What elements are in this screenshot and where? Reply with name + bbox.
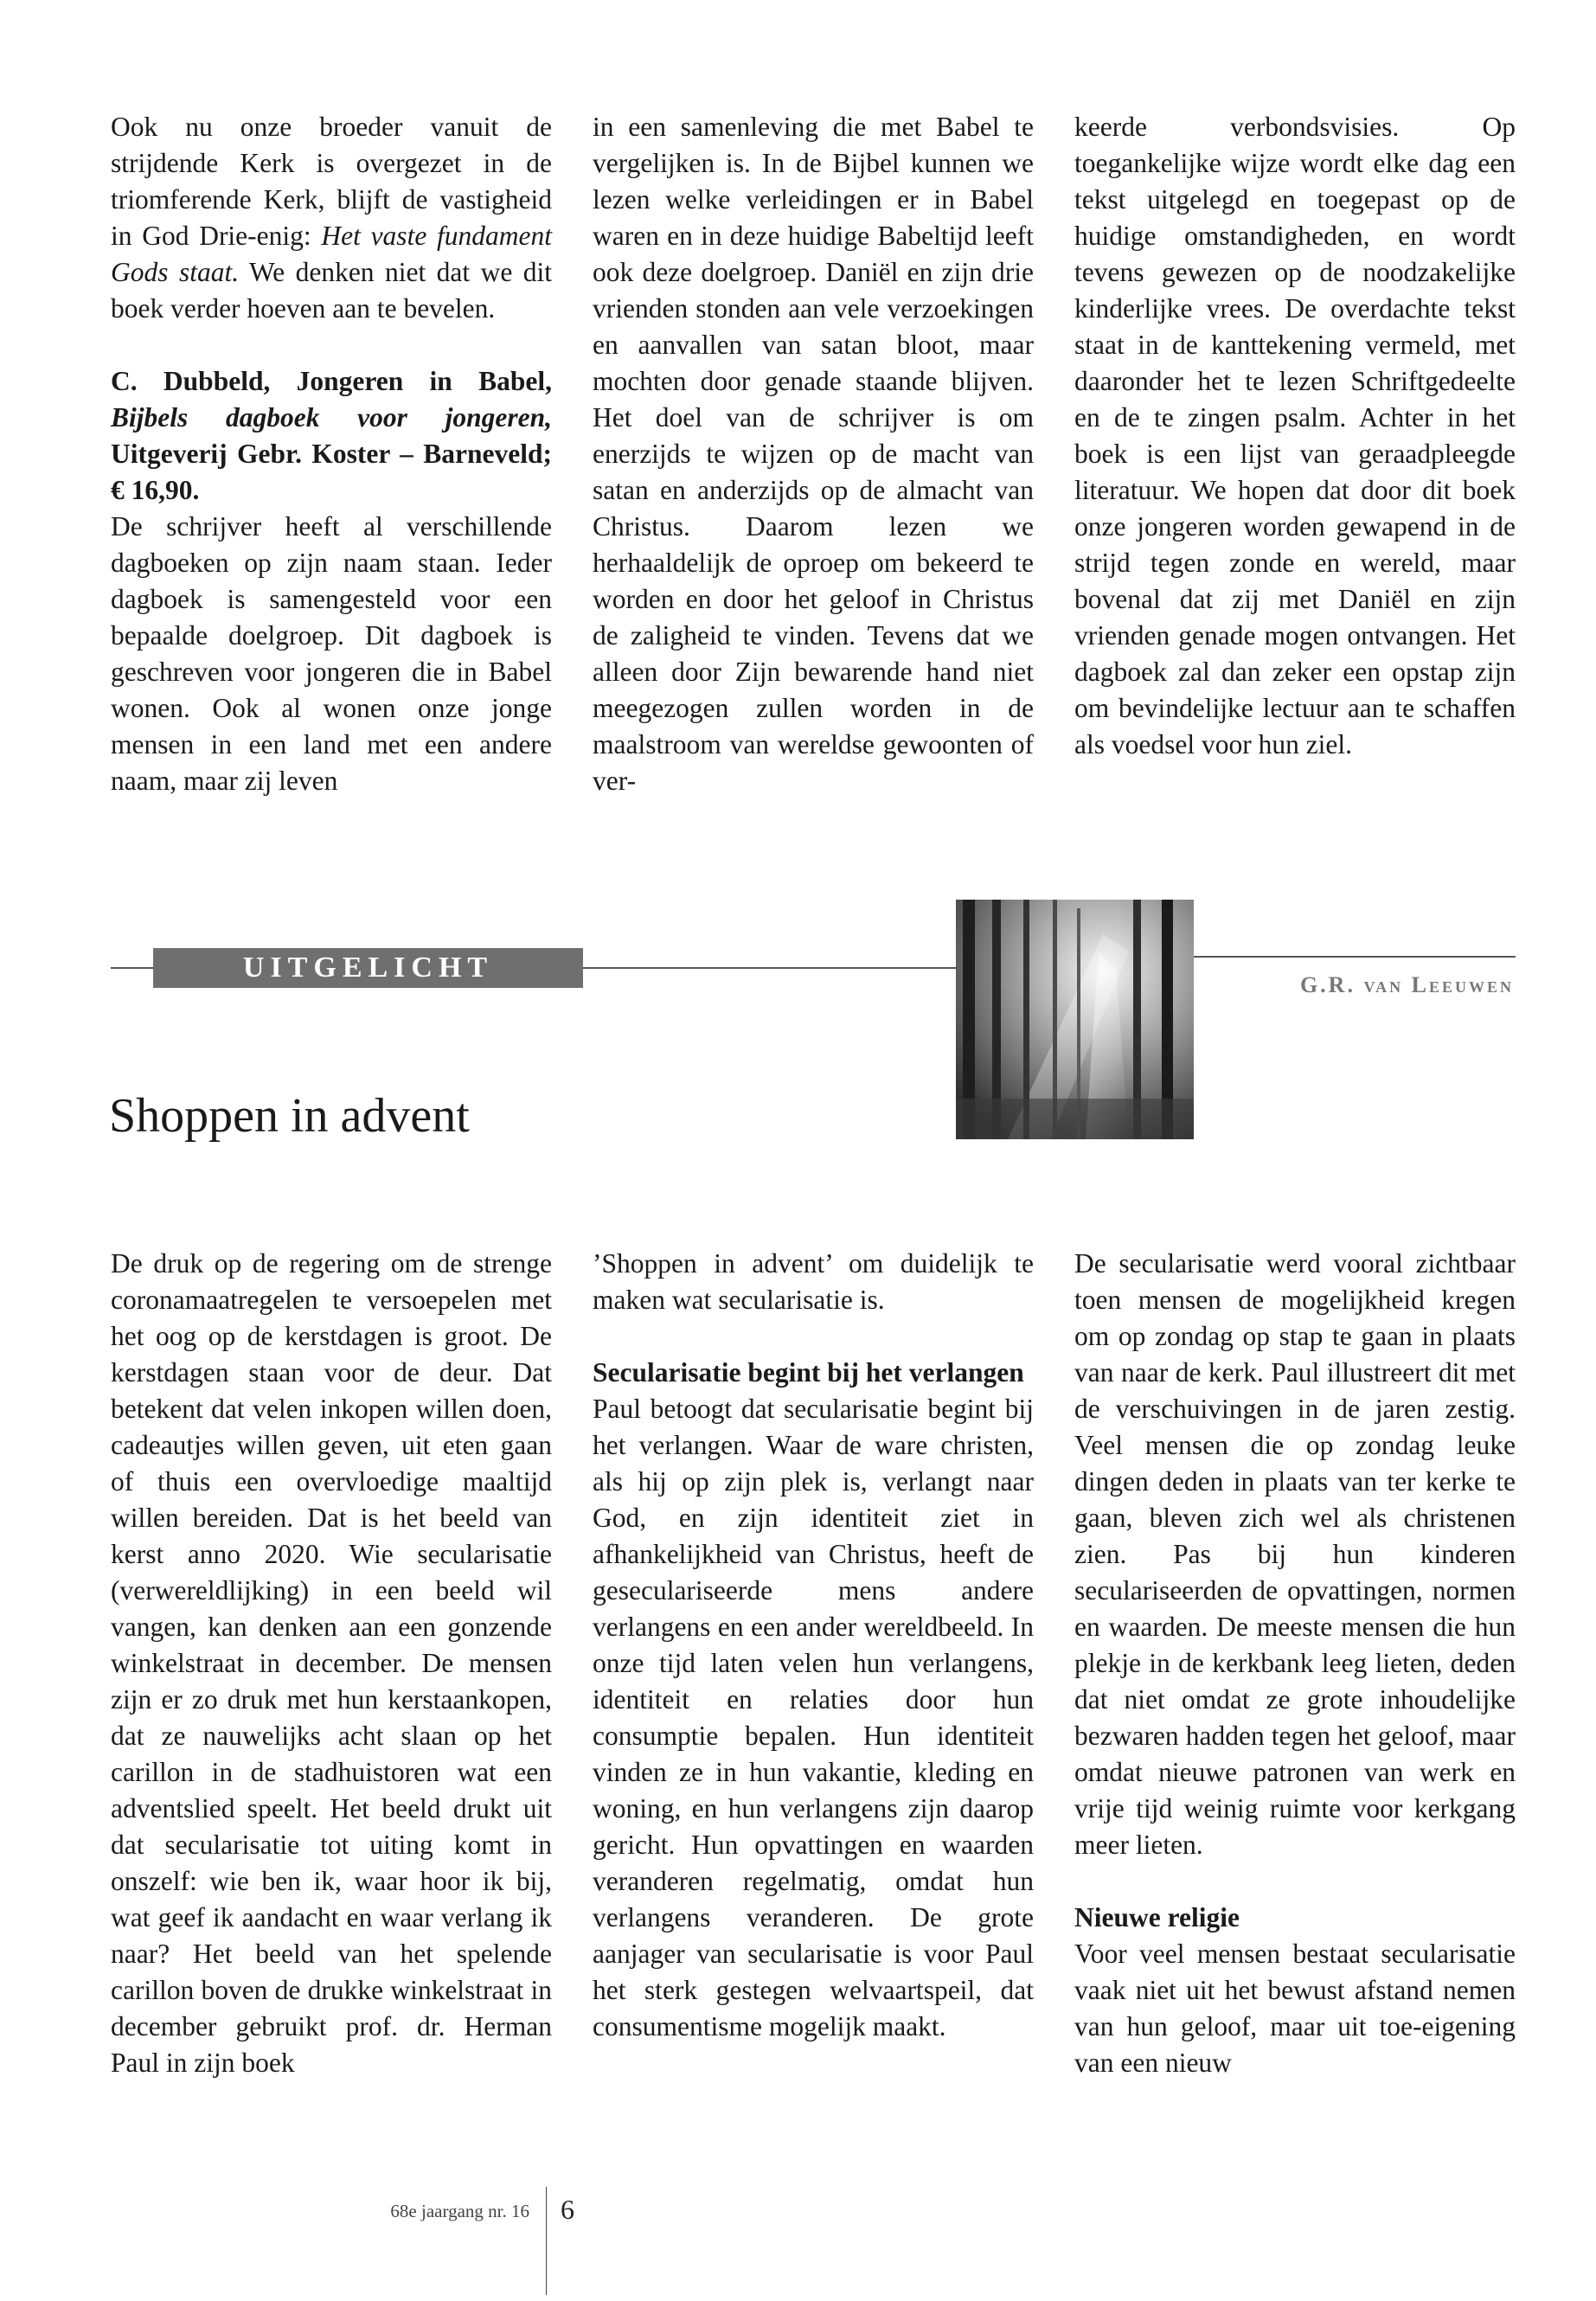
article-paragraph-3: Paul betoogt dat secularisatie begint bij het verlangen. Waar de ware christen, als hij op zijn plek is, verlangt naar God, en zijn identiteit ziet in afhankelijkheid van Christus, heeft de geseculariseerde mens andere verlangens en een ander wereldbeeld. In onze tijd laten velen hun verlangens, identiteit en relaties door hun consumptie bepalen. Hun identiteit vinden ze in hun vakantie, kleding en woning, en hun verlangens zijn daarop gericht. Hun opvattingen en waarden veranderen regelmatig, omdat hun verlangens veranderen. De grote aanjager van secularisatie is voor Paul het sterk gestegen welvaartspeil, dat consumentisme mogelijk maakt. [593,1394,1034,2041]
article-paragraph-5: Voor veel mensen bestaat secularisatie vaak niet uit het bewust afstand nemen van hun geloof, maar uit toe-eigening van een nieuw [1074,1939,1516,2078]
review-citation [111,363,552,509]
forest-photo [956,900,1194,1139]
article-column-2 [593,1246,1034,2045]
section-rule-right [1194,956,1516,958]
review-text-end: keerde verbondsvisies. Op toegankelijke wijze wordt elke dag een tekst uitgelegd en toegepast op de huidige omstandigheden, en wordt tevens gewezen op de noodzakelijke kinderlijke vrees. De overdachte tekst staat in de kanttekening vermeld, met daaronder het te lezen Schriftgedeelte en de te zingen psalm. Achter in het boek is een lijst van geraadpleegde literatuur. We hopen dat door dit boek onze jongeren worden gewapend in de strijd tegen zonde en wereld, maar bovenal dat zij met Daniël en zijn vrienden genade mogen ontvangen. Het dagboek zal dan zeker een opstap zijn om bevindelijke lectuur aan te schaffen als voedsel voor hun ziel. [1074,112,1516,760]
top-column-2 [593,109,1034,799]
review-text: De schrijver heeft al verschillende dagboeken op zijn naam staan. Ieder dagboek is samengesteld voor een bepaalde doelgroep. Dit dagboek is geschreven voor jongeren die in Babel wonen. Ook al wonen onze jonge mensen in een land met een andere naam, maar zij leven [111,511,552,796]
top-column-3 [1074,109,1516,763]
article-paragraph-2: ’Shoppen in advent’ om duidelijk te maken wat secularisatie is. [593,1248,1034,1315]
article-author: G.R. van Leeuwen [1299,972,1514,997]
article-paragraph-4: De secularisatie werd vooral zichtbaar toen mensen de mogelijkheid kregen om op zondag op stap te gaan in plaats van naar de kerk. Paul illustreert dit met de verschuivingen in de jaren zestig. Veel mensen die op zondag leuke dingen deden in plaats van ter kerke te gaan, bleven zich wel als christenen zien. Pas bij hun kinderen seculariseerden de opvattingen, normen en waarden. De meeste mensen die hun plekje in de kerkbank leeg lieten, deden dat niet omdat ze grote inhoudelijke bezwaren hadden tegen het geloof, maar omdat nieuwe patronen van werk en vrije tijd weinig ruimte voor kerkgang meer lieten. [1074,1248,1516,1860]
top-column-1 [111,109,552,799]
review-publisher: Uitgeverij Gebr. Koster – Barneveld; € 16,90. [111,439,552,505]
intro-italic: Het vaste fundament Gods staat. [111,221,553,287]
subheading-nieuwe-religie: Nieuwe religie [1074,1902,1240,1932]
intro-paragraph: Ook nu onze broeder vanuit de strijdende Kerk is overgezet in de triomferende Kerk, blijft de vastigheid in God Drie-enig: Het vaste fundament Gods staat. We denken niet dat we dit boek verder hoeven aan te bevelen. [111,112,553,324]
article-column-1 [111,1246,552,2081]
review-text-continued: in een samenleving die met Babel te vergelijken is. In de Bijbel kunnen we lezen welke verleidingen er in Babel waren en in deze huidige Babeltijd leeft ook deze doelgroep. Daniël en zijn drie vrienden stonden aan vele verzoekingen en aanvallen van satan bloot, maar mochten door genade staande blijven. Het doel van de schrijver is om enerzijds te wijzen op de macht van satan en anderzijds op de almacht van Christus. Daarom lezen we herhaaldelijk de oproep om bekeerd te worden en door het geloof in Christus de zaligheid te vinden. Tevens dat we alleen door Zijn bewarende hand niet meegezogen zullen worden in de maalstroom van wereldse gewoonten of ver- [593,112,1034,796]
page-number: 6 [561,2194,574,2225]
subheading-verlangen: Secularisatie begint bij het verlangen [593,1357,1024,1388]
section-label: UITGELICHT [153,948,583,988]
article-title: Shoppen in advent [109,1089,470,1143]
article-column-3 [1074,1246,1516,2081]
issue-info: 68e jaargang nr. 16 [390,2201,529,2221]
article-paragraph-1: De druk op de regering om de strenge coronamaatregelen te versoepelen met het oog op de kerstdagen is groot. De kerstdagen staan voor de deur. Dat betekent dat velen inkopen willen doen, cadeautjes willen geven, uit eten gaan of thuis een overvloedige maaltijd willen bereiden. Dat is het beeld van kerst anno 2020. Wie secularisatie (verwereldlijking) in een beeld wil vangen, kan denken aan een gonzende winkelstraat in december. De mensen zijn er zo druk met hun kerstaankopen, dat ze nauwelijks acht slaan op het carillon in de stadhuistoren wat een adventslied speelt. Het beeld drukt uit dat secularisatie tot uiting komt in onszelf: wie ben ik, waar hoor ik bij, wat geef ik aandacht en waar verlang ik naar? Het beeld van het spelende carillon boven de drukke winkelstraat in december gebruikt prof. dr. Herman Paul in zijn boek [111,1248,552,2078]
footer-divider [546,2187,547,2295]
review-author: C. Dubbeld, Jongeren in Babel, [111,366,552,396]
review-subtitle: Bijbels dagboek voor jongeren, [111,402,552,433]
